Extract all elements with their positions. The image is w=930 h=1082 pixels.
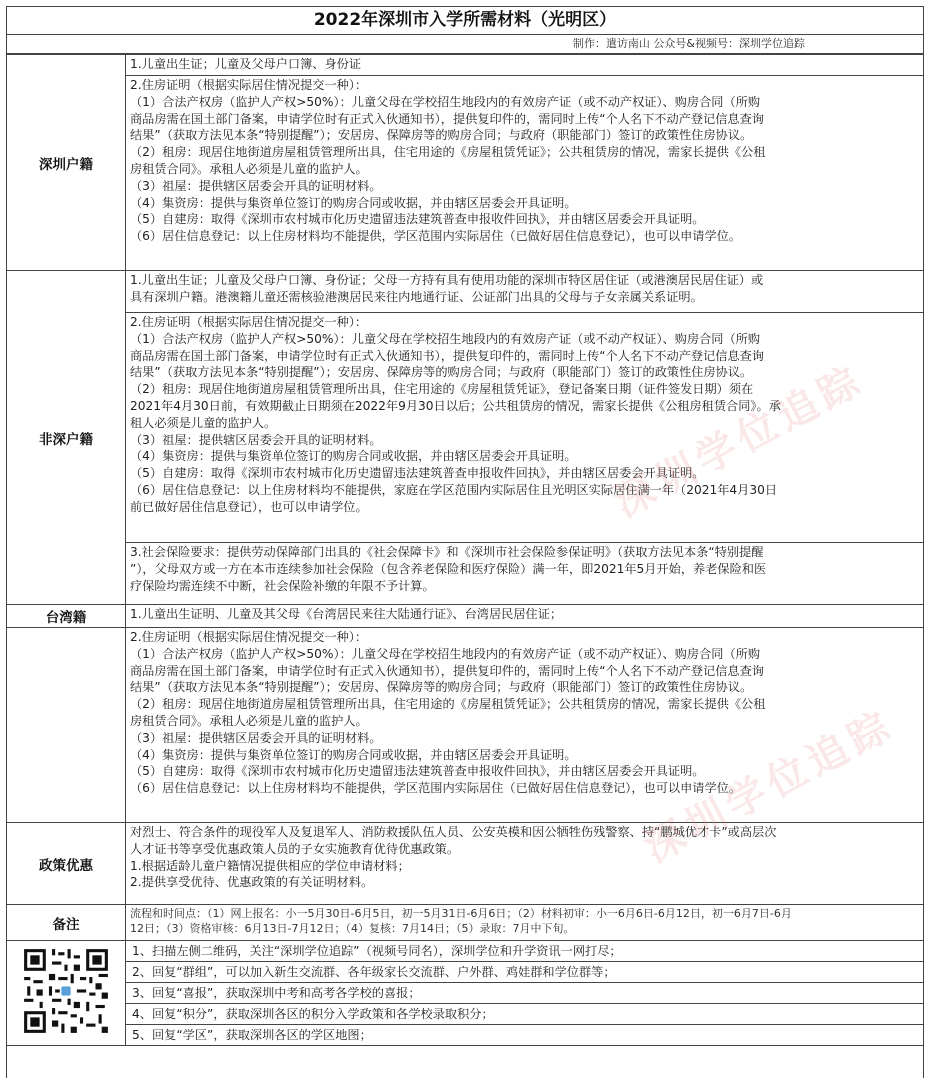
text-line: 2.住房证明（根据实际居住情况提交一种）： — [130, 315, 368, 329]
text-line: 具有深圳户籍。港澳籍儿童还需核验港澳居民来往内地通行证、公证部门出具的父母与子女亲属关系证明。 — [130, 289, 703, 304]
qr-code-cell — [7, 941, 126, 1046]
text-line: （3）祖屋：提供辖区居委会开具的证明材料。 — [130, 730, 382, 745]
text-line: （3）祖屋：提供辖区居委会开具的证明材料。 — [130, 432, 382, 447]
text-line: （1）合法产权房（监护人产权>50%）：儿童父母在学校招生地段内的有效房产证（或不动产权证）、购房合同（所购 — [130, 94, 761, 109]
text-line: 12日；（3）资格审核：6月13日-7月12日；（4）复核：7月14日；（5）录取：7月中下旬。 — [130, 922, 575, 935]
text-line: 3.社会保险要求：提供劳动保障部门出具的《社会保障卡》和《深圳市社会保险参保证明》（获取方法见本条“特别提醒 — [130, 545, 764, 559]
remark-text — [126, 905, 923, 937]
text-line: 租人必须是儿童的监护人。 — [130, 415, 277, 430]
text-line: （5）自建房：取得《深圳市农村城市化历史遗留违法建筑普查申报收件回执》，并由辖区居委会开具证明。 — [130, 466, 705, 481]
text-line: 商品房需在国土部门备案，申请学位时有正式入伙通知书），提供复印件的，需同时上传“个人名下不动产登记信息查询 — [130, 663, 764, 678]
text-line: （4）集资房：提供与集资单位签订的购房合同或收据，并由辖区居委会开具证明。 — [130, 747, 577, 762]
promo-line-5: 5、回复“学区”，获取深圳各区的学区地图； — [132, 1028, 372, 1042]
text-line: 2.提供享受优待、优惠政策的有关证明材料。 — [130, 875, 374, 890]
tw-housing — [126, 628, 923, 799]
fs-housing — [126, 313, 923, 518]
sz-docs: 1.儿童出生证；儿童及父母户口簿、身份证 — [130, 57, 362, 71]
label-taiwan-blank — [7, 628, 126, 823]
text-line: （4）集资房：提供与集资单位签订的购房合同或收据，并由辖区居委会开具证明。 — [130, 449, 577, 464]
text-line: 1.根据适龄儿童户籍情况提供相应的学位申请材料； — [130, 858, 410, 873]
materials-sheet — [6, 6, 924, 1078]
text-line: 对烈士、符合条件的现役军人及复退军人、消防救援队伍人员、公安英模和因公牺牲伤残警察、持“鹏城优才卡”或高层次 — [130, 825, 777, 839]
sz-housing — [126, 76, 923, 247]
text-line: 结果”（获取方法见本条“特别提醒”）；安居房、保障房等的购房合同；与政府（职能部门）签订的政策性住房协议。 — [130, 365, 753, 380]
policy-text — [126, 823, 923, 893]
text-line: 前已做好居住信息登记），也可以申请学位。 — [130, 499, 368, 514]
tw-docs: 1.儿童出生证明、儿童及其父母《台湾居民来往大陆通行证》、台湾居民居住证； — [130, 607, 563, 621]
qr-code-icon[interactable] — [21, 946, 111, 1036]
text-line: （5）自建房：取得《深圳市农村城市化历史遗留违法建筑普查申报收件回执》，并由辖区居委会开具证明。 — [130, 764, 705, 779]
text-line: （4）集资房：提供与集资单位签订的购房合同或收据，并由辖区居委会开具证明。 — [130, 195, 577, 210]
text-line: 1.儿童出生证；儿童及父母户口簿、身份证；父母一方持有具有使用功能的深圳市特区居住证（或港澳居民居住证）或 — [130, 273, 764, 287]
text-line: （1）合法产权房（监护人产权>50%）：儿童父母在学校招生地段内的有效房产证（或不动产权证）、购房合同（所购 — [130, 331, 761, 346]
text-line: （6）居住信息登记：以上住房材料均不能提供，学区范围内实际居住（已做好居住信息登记），也可以申请学位。 — [130, 229, 742, 244]
fs-docs — [126, 271, 923, 308]
text-line: 2.住房证明（根据实际居住情况提交一种）： — [130, 78, 368, 92]
materials-table — [6, 54, 924, 1046]
text-line: 商品房需在国土部门备案，申请学位时有正式入伙通知书），提供复印件的，需同时上传“个人名下不动产登记信息查询 — [130, 111, 764, 126]
text-line: （2）租房：现居住地街道房屋租赁管理所出具，住宅用途的《房屋租赁凭证》，登记备案日期（证件签发日期）须在 — [130, 382, 754, 397]
label-policy: 政策优惠 — [7, 823, 126, 905]
text-line: （2）租房：现居住地街道房屋租赁管理所出具，住宅用途的《房屋租赁凭证》；公共租赁房的情况，需家长提供《公租 — [130, 145, 766, 160]
text-line: 人才证书等享受优惠政策人员的子女实施教育优待优惠政策。 — [130, 841, 460, 856]
text-line: （6）居住信息登记：以上住房材料均不能提供，家庭在学区范围内实际居住且光明区实际居住满一年（2021年4月30日 — [130, 482, 778, 497]
watermark: 深圳学位追踪 — [606, 356, 873, 527]
watermark: 深圳学位追踪 — [636, 701, 903, 872]
text-line: 商品房需在国土部门备案，申请学位时有正式入伙通知书），提供复印件的，需同时上传“个人名下不动产登记信息查询 — [130, 348, 764, 363]
text-line: 房租赁合同》。承租人必须是儿童的监护人。 — [130, 713, 368, 728]
text-line: 结果”（获取方法见本条“特别提醒”）；安居房、保障房等的购房合同；与政府（职能部门）签订的政策性住房协议。 — [130, 680, 753, 695]
label-non-shenzhen-hukou: 非深户籍 — [7, 271, 126, 605]
text-line: 流程和时间点：（1）网上报名：小一5月30日-6月5日，初一5月31日-6月6日；（2）材料初审：小一6月6日-6月12日，初一6月7日-6月 — [130, 907, 792, 920]
label-shenzhen-hukou: 深圳户籍 — [7, 55, 126, 271]
text-line: 疗保险均需连续不中断，社会保险补缴的年限不予计算。 — [130, 578, 435, 593]
promo-line-2: 2、回复“群组”，可以加入新生交流群、各年级家长交流群、户外群、鸡娃群和学位群等； — [132, 965, 616, 979]
fs-social-insurance — [126, 543, 923, 596]
promo-line-3: 3、回复“喜报”，获取深圳中考和高考各学校的喜报； — [132, 986, 421, 1000]
text-line: （2）租房：现居住地街道房屋租赁管理所出具，住宅用途的《房屋租赁凭证》；公共租赁房的情况，需家长提供《公租 — [130, 697, 766, 712]
text-line: （3）祖屋：提供辖区居委会开具的证明材料。 — [130, 178, 382, 193]
label-remark: 备注 — [7, 905, 126, 941]
text-line: （6）居住信息登记：以上住房材料均不能提供，学区范围内实际居住（已做好居住信息登记），也可以申请学位。 — [130, 781, 742, 796]
text-line: （1）合法产权房（监护人产权>50%）：儿童父母在学校招生地段内的有效房产证（或不动产权证）、购房合同（所购 — [130, 646, 761, 661]
label-taiwan: 台湾籍 — [7, 605, 126, 628]
text-line: 结果”（获取方法见本条“特别提醒”）；安居房、保障房等的购房合同；与政府（职能部门）签订的政策性住房协议。 — [130, 128, 753, 143]
text-line: （5）自建房：取得《深圳市农村城市化历史遗留违法建筑普查申报收件回执》，并由辖区居委会开具证明。 — [130, 212, 705, 227]
promo-line-1: 1、扫描左侧二维码，关注“深圳学位追踪”（视频号同名），深圳学位和升学资讯一网打尽； — [132, 944, 622, 958]
page-title: 2022年深圳市入学所需材料（光明区） — [7, 7, 923, 35]
text-line: 房租赁合同》。承租人必须是儿童的监护人。 — [130, 161, 368, 176]
credit-line: 制作：遣访南山 公众号&视频号：深圳学位追踪 — [7, 35, 923, 54]
promo-line-4: 4、回复“积分”，获取深圳各区的积分入学政策和各学校录取积分； — [132, 1007, 494, 1021]
text-line: 2.住房证明（根据实际居住情况提交一种）： — [130, 630, 368, 644]
text-line: 2021年4月30日前，有效期截止日期须在2022年9月30日以后；公共租赁房的情况，需家长提供《公租房租赁合同》。承 — [130, 398, 781, 413]
text-line: ”），父母双方或一方在本市连续参加社会保险（包含养老保险和医疗保险）满一年，即2021年5月开始，养老保险和医 — [130, 561, 767, 576]
